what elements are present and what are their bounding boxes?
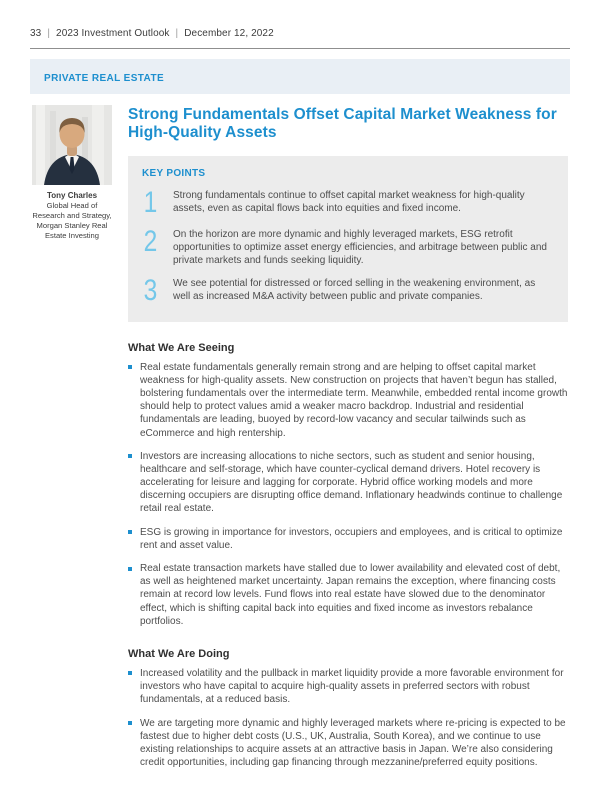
bullet-item: [128, 562, 568, 628]
bullet-text: We are targeting more dynamic and highly leveraged markets where re-pricing is expected to be fastest due to higher debt costs (U.S., UK, Australia, South Korea), and we continue to use existing relationships to acquire assets at an attractive basis in Japan. We’re also considering credit opportunities, including gap financing through mezzanine/preferred equity positions.: [140, 717, 566, 769]
key-point-number: 1: [143, 185, 158, 219]
key-point-text: We see potential for distressed or forced selling in the weakening environment, as well as increased M&A activity between public and private companies.: [173, 277, 536, 302]
header-separator: |: [175, 28, 179, 39]
publication-title: 2023 Investment Outlook: [56, 28, 170, 39]
key-point-item: [142, 185, 552, 219]
author-column: [32, 105, 112, 779]
key-point-number: 3: [143, 273, 158, 307]
bullet-icon: [128, 530, 132, 534]
bullet-item: [128, 361, 568, 440]
key-point-number: 2: [143, 224, 158, 258]
bullet-text: ESG is growing in importance for investors, occupiers and employees, and is critical to optimize rent and asset value.: [140, 526, 563, 551]
author-photo: [32, 105, 112, 185]
category-label: PRIVATE REAL ESTATE: [44, 73, 165, 84]
key-point-item: [142, 224, 552, 267]
bullet-icon: [128, 567, 132, 571]
bullet-text: Real estate transaction markets have stalled due to lower availability and elevated cost of debt, as well as heightened market uncertainty. Japan remains the exception, where financing costs remain at record low levels. Fund flows into real estate have slowed due to the denominator effect, which is shifting capital back into equities and fixed income as investors rebalance portfolios.: [140, 563, 561, 627]
author-caption: [32, 191, 112, 241]
bullet-text: Investors are increasing allocations to niche sectors, such as student and senior housing, healthcare and self-storage, which have counter-cyclical demand drivers. Hotel recovery is accelerating for leisure and lagging for corporate. Hybrid office working models and more discerning occupiers are disrupting office demand. Inflationary headwinds continue to challenge retail real estate.: [140, 450, 563, 515]
article-title: Strong Fundamentals Offset Capital Market Weakness for High-Quality Assets: [128, 106, 557, 142]
page-number: 33: [30, 28, 42, 39]
bullet-icon: [128, 365, 132, 369]
section-heading-doing: What We Are Doing: [128, 647, 230, 660]
bullet-item: [128, 526, 568, 552]
page-header: [30, 28, 570, 49]
author-name: Tony Charles: [46, 191, 98, 200]
key-point-text: Strong fundamentals continue to offset capital market weakness for high-quality assets, even as capital flows back into equities and fixed income.: [173, 189, 525, 214]
key-points-box: [128, 156, 568, 322]
article-column: [128, 105, 568, 779]
article-body: [32, 105, 568, 779]
bullet-item: [128, 450, 568, 516]
bullet-icon: [128, 721, 132, 725]
publication-date: December 12, 2022: [184, 28, 274, 39]
bullet-text: Increased volatility and the pullback in market liquidity provide a more favorable environment for investors who have capital to acquire high-quality assets in preferred sectors with robust fundamentals, at a reduced basis.: [140, 667, 564, 706]
key-points-heading: KEY POINTS: [142, 167, 206, 179]
category-banner: [30, 59, 570, 94]
key-point-text: On the horizon are more dynamic and highly leveraged markets, ESG retrofit opportunities to optimize asset energy efficiencies, and arbitrage between public and private markets and funds seeking liquidity.: [173, 228, 547, 266]
bullet-text: Real estate fundamentals generally remain strong and are helping to offset capital market weakness for high-quality assets. New construction on projects that haven’t begun has stalled, bolstering fundamentals over the intermediate term. Meanwhile, embedded rental income growth should help to protect values amid a weaker macro backdrop. Industrial and residential fundamentals are leading, buoyed by record-low vacancy and secular tailwinds such as eCommerce and high rentership.: [140, 361, 568, 439]
author-title: Global Head of Research and Strategy, Morgan Stanley Real Estate Investing: [32, 201, 112, 240]
key-point-item: [142, 273, 552, 307]
headshot-illustration: [32, 105, 112, 185]
bullet-item: [128, 667, 568, 707]
bullet-item: [128, 717, 568, 770]
section-heading-seeing: What We Are Seeing: [128, 341, 235, 354]
bullet-icon: [128, 671, 132, 675]
header-separator: |: [47, 28, 51, 39]
bullet-icon: [128, 454, 132, 458]
